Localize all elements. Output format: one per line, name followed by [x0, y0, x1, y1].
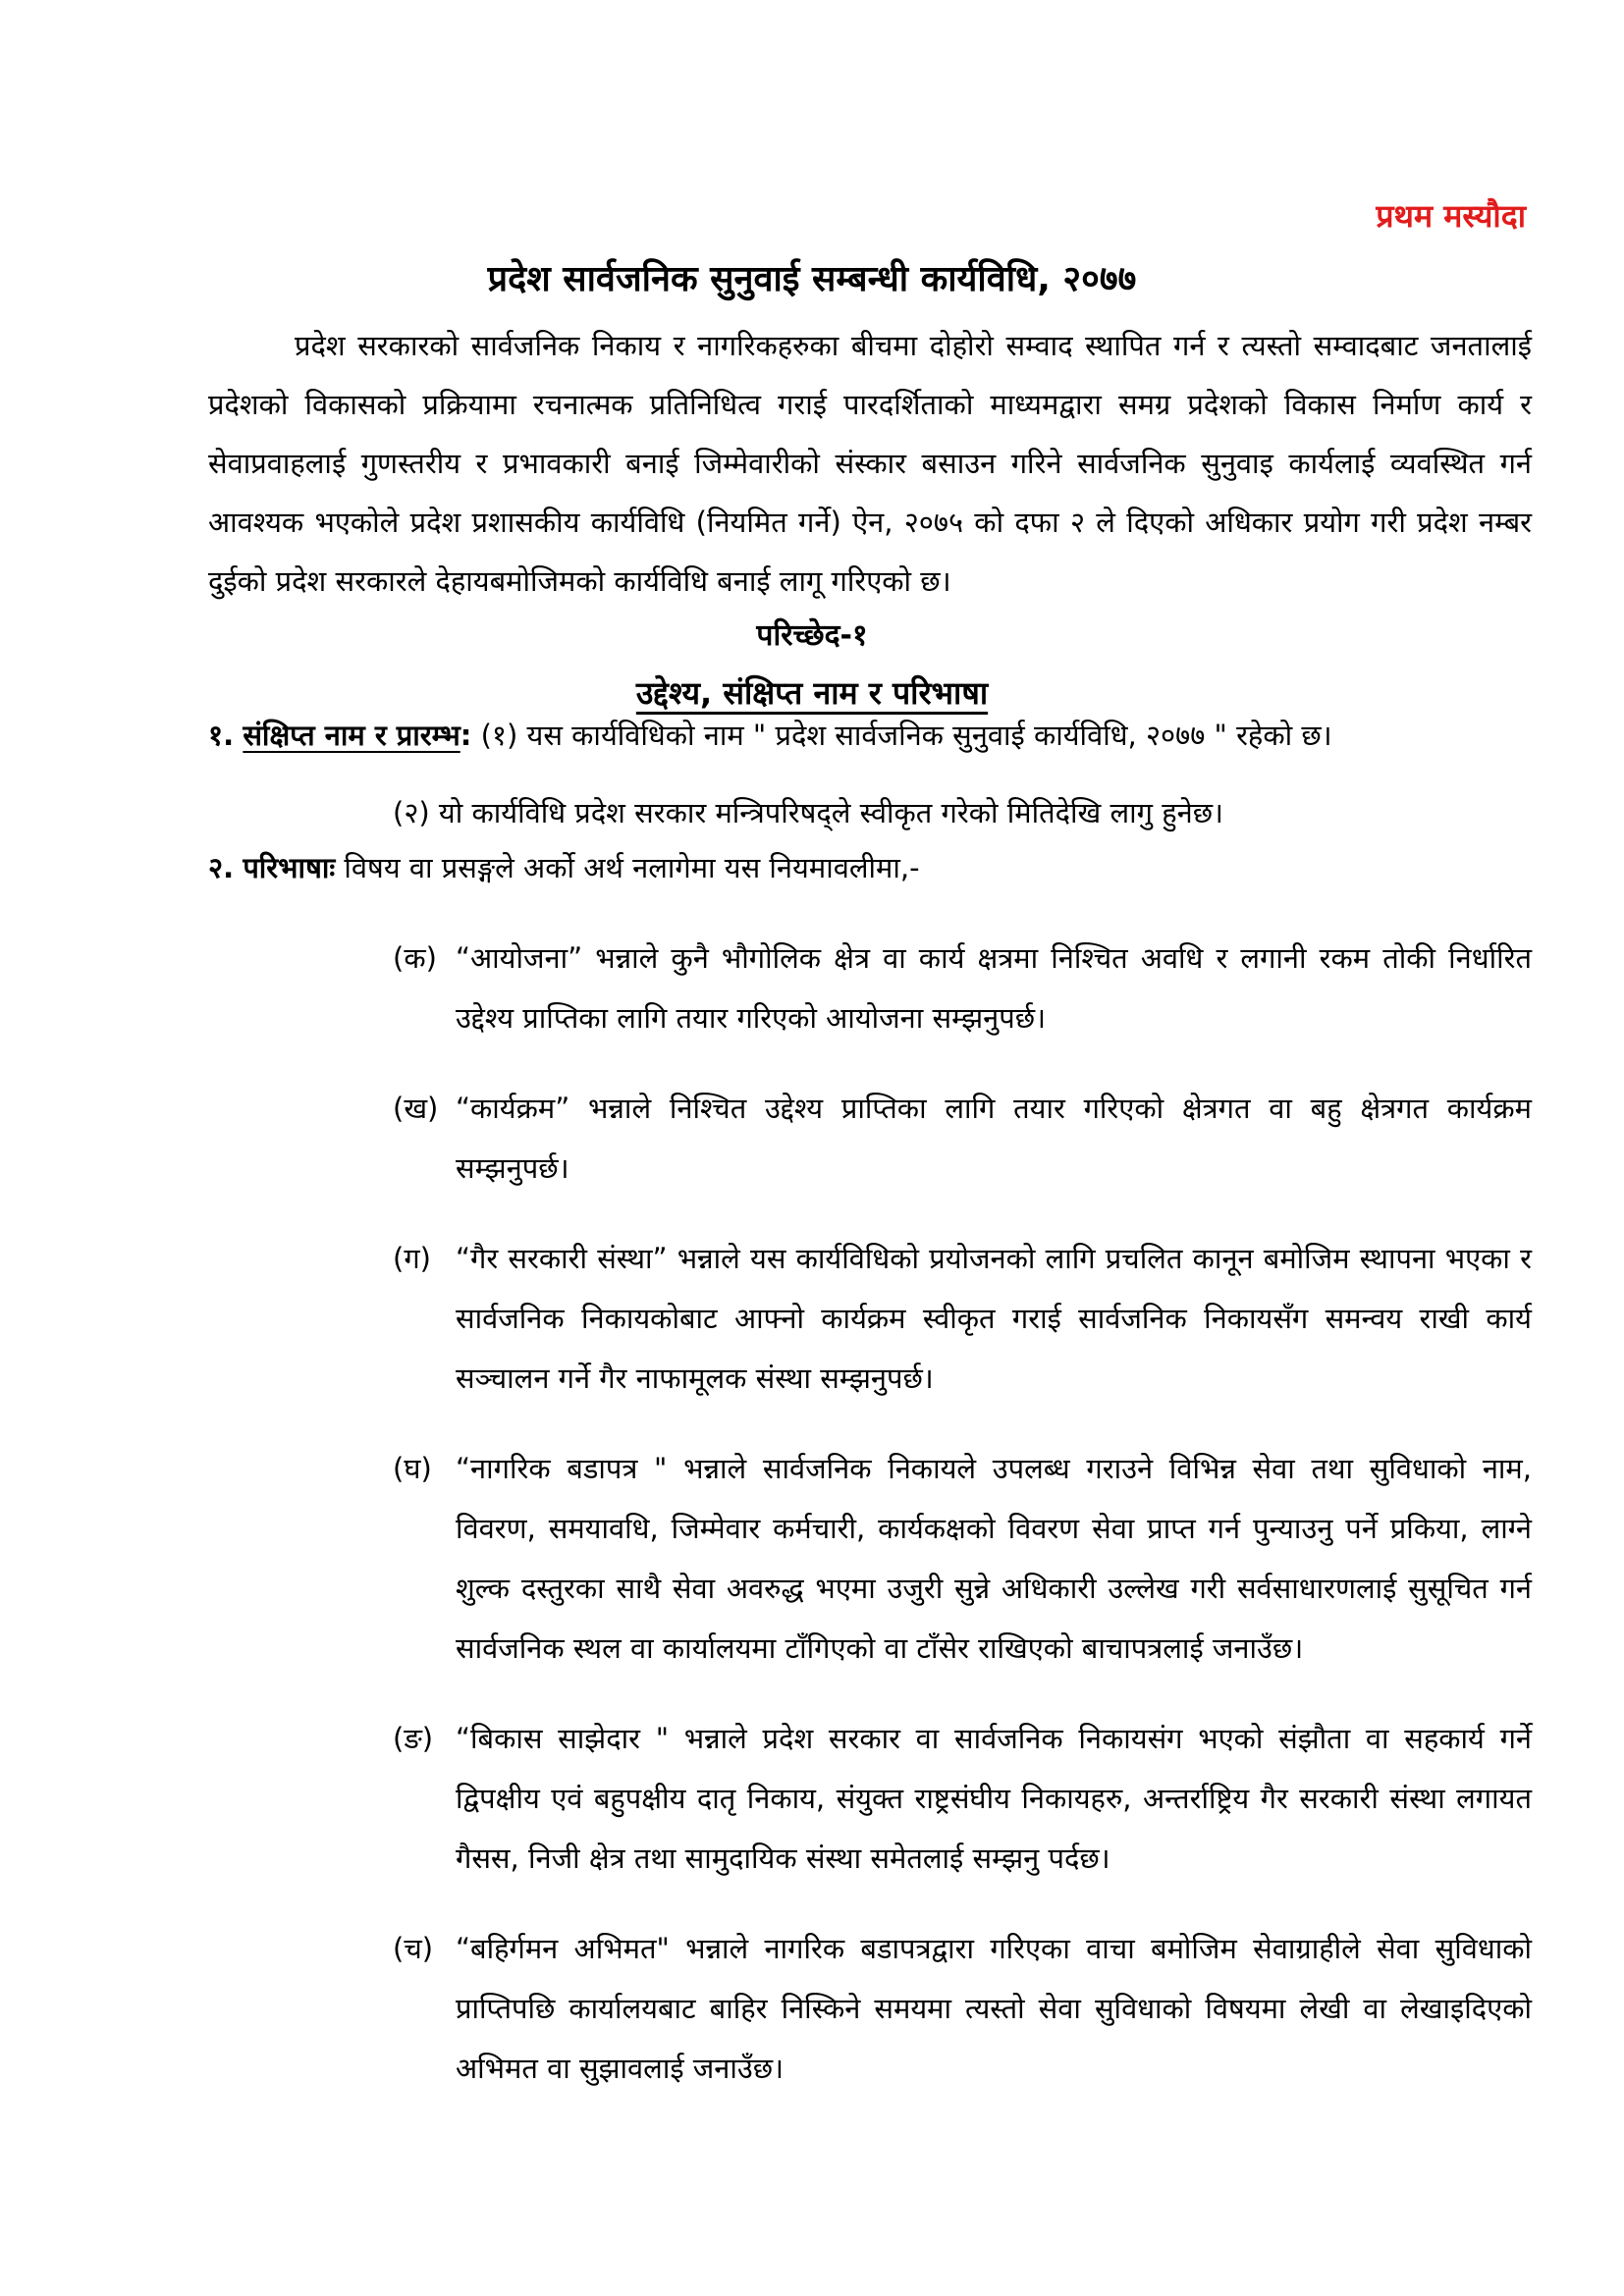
section-2-heading: परिभाषाः — [243, 851, 336, 884]
definition-item — [393, 1229, 1532, 1409]
definition-text: “बहिर्गमन अभिमत" भन्नाले नागरिक बडापत्रद्वारा गरिएका वाचा बमोजिम सेवाग्राहीले सेवा सुविधाको प्राप्तिपछि कार्यालयबाट बाहिर निस्किने समयमा त्यस्तो सेवा सुविधाको विषयमा लेखी वा लेखाइदिएको अभिमत वा सुझावलाई जनाउँछ। — [456, 1932, 1532, 2085]
definition-item — [393, 1709, 1532, 1889]
section-1-heading: संक्षिप्त नाम र प्रारम्भ — [243, 719, 460, 752]
definition-marker: (ख) — [393, 1092, 439, 1125]
document-title: प्रदेश सार्वजनिक सुनुवाई सम्बन्धी कार्यविधि, २०७७ — [487, 259, 1137, 299]
definition-item — [393, 1439, 1532, 1679]
definition-text: “बिकास साझेदार " भन्नाले प्रदेश सरकार वा सार्वजनिक निकायसंग भएको संझौता वा सहकार्य गर्ने द्विपक्षीय एवं बहुपक्षीय दातृ निकाय, संयुक्त राष्ट्रसंघीय निकायहरु, अन्तर्राष्ट्रिय गैर सरकारी संस्था लगायत गैसस, निजी क्षेत्र तथा सामुदायिक संस्था समेतलाई सम्झनु पर्दछ। — [456, 1722, 1532, 1875]
chapter-title — [0, 671, 1624, 714]
definition-text: “नागरिक बडापत्र " भन्नाले सार्वजनिक निकायले उपलब्ध गराउने विभिन्न सेवा तथा सुविधाको नाम, विवरण, समयावधि, जिम्मेवार कर्मचारी, कार्यकक्षको विवरण सेवा प्राप्त गर्न पुन्याउनु पर्ने प्रकिया, लाग्ने शुल्क दस्तुरका साथै सेवा अवरुद्ध भएमा उजुरी सुन्ने अधिकारी उल्लेख गरी सर्वसाधारणलाई सुसूचित गर्न सार्वजनिक स्थल वा कार्यालयमा टाँगिएको वा टाँसेर राखिएको बाचापत्रलाई जनाउँछ। — [456, 1452, 1532, 1665]
definition-text: “गैर सरकारी संस्था” भन्नाले यस कार्यविधिको प्रयोजनको लागि प्रचलित कानून बमोजिम स्थापना भएका र सार्वजनिक निकायकोबाट आफ्नो कार्यक्रम स्वीकृत गराई सार्वजनिक निकायसँग समन्वय राखी कार्य सञ्चालन गर्ने गैर नाफामूलक संस्था सम्झनुपर्छ। — [456, 1242, 1532, 1395]
definition-marker: (ङ) — [393, 1722, 434, 1755]
chapter-title-text: उद्देश्य, संक्षिप्त नाम र परिभाषा — [635, 674, 989, 712]
preamble-paragraph: प्रदेश सरकारको सार्वजनिक निकाय र नागरिकहरुका बीचमा दोहोरो सम्वाद स्थापित गर्न र त्यस्तो सम्वादबाट जनतालाई प्रदेशको विकासको प्रक्रियामा रचनात्मक प्रतिनिधित्व गराई पारदर्शिताको माध्यमद्वारा समग्र प्रदेशको विकास निर्माण कार्य र सेवाप्रवाहलाई गुणस्तरीय र प्रभावकारी बनाई जिम्मेवारीको संस्कार बसाउन गरिने सार्वजनिक सुनुवाइ कार्यलाई व्यवस्थित गर्न आवश्यक भएकोले प्रदेश प्रशासकीय कार्यविधि (नियमित गर्ने) ऐन, २०७५ को दफा २ ले दिएको अधिकार प्रयोग गरी प्रदेश नम्बर दुईको प्रदेश सरकारले देहायबमोजिमको कार्यविधि बनाई लागू गरिएको छ। — [208, 329, 1532, 598]
section-1-line — [208, 714, 1532, 757]
section-1-number: १. — [208, 719, 235, 752]
definition-marker: (ग) — [393, 1242, 431, 1275]
chapter-number: परिच्छेद-१ — [756, 618, 868, 653]
section-2-number: २. — [208, 851, 235, 884]
definition-marker: (च) — [393, 1932, 434, 1965]
definition-item — [393, 1079, 1532, 1199]
definition-text: “कार्यक्रम” भन्नाले निश्चित उद्देश्य प्राप्तिका लागि तयार गरिएको क्षेत्रगत वा बहु क्षेत्रगत कार्यक्रम सम्झनुपर्छ। — [456, 1092, 1532, 1185]
definition-marker: (क) — [393, 941, 437, 975]
definition-item — [393, 929, 1532, 1048]
section-1-subclause-2: (२) यो कार्यविधि प्रदेश सरकार मन्त्रिपरिषद्ले स्वीकृत गरेको मितिदेखि लागु हुनेछ। — [393, 796, 1224, 829]
draft-label: प्रथम मस्यौदा — [1376, 197, 1526, 235]
section-2-text: विषय वा प्रसङ्गले अर्को अर्थ नलागेमा यस नियमावलीमा,- — [335, 851, 920, 884]
section-1-text: (१) यस कार्यविधिको नाम " प्रदेश सार्वजनिक सुनुवाई कार्यविधि, २०७७ " रहेको छ। — [471, 719, 1332, 752]
definition-text: “आयोजना” भन्नाले कुनै भौगोलिक क्षेत्र वा कार्य क्षत्रमा निश्चित अवधि र लगानी रकम तोकी निर्धारित उद्देश्य प्राप्तिका लागि तयार गरिएको आयोजना सम्झनुपर्छ। — [456, 941, 1532, 1035]
definitions-list — [393, 929, 1532, 2099]
section-2-line — [208, 846, 1532, 889]
section-1-colon: : — [460, 719, 472, 752]
definition-item — [393, 1919, 1532, 2099]
definition-marker: (घ) — [393, 1452, 432, 1485]
